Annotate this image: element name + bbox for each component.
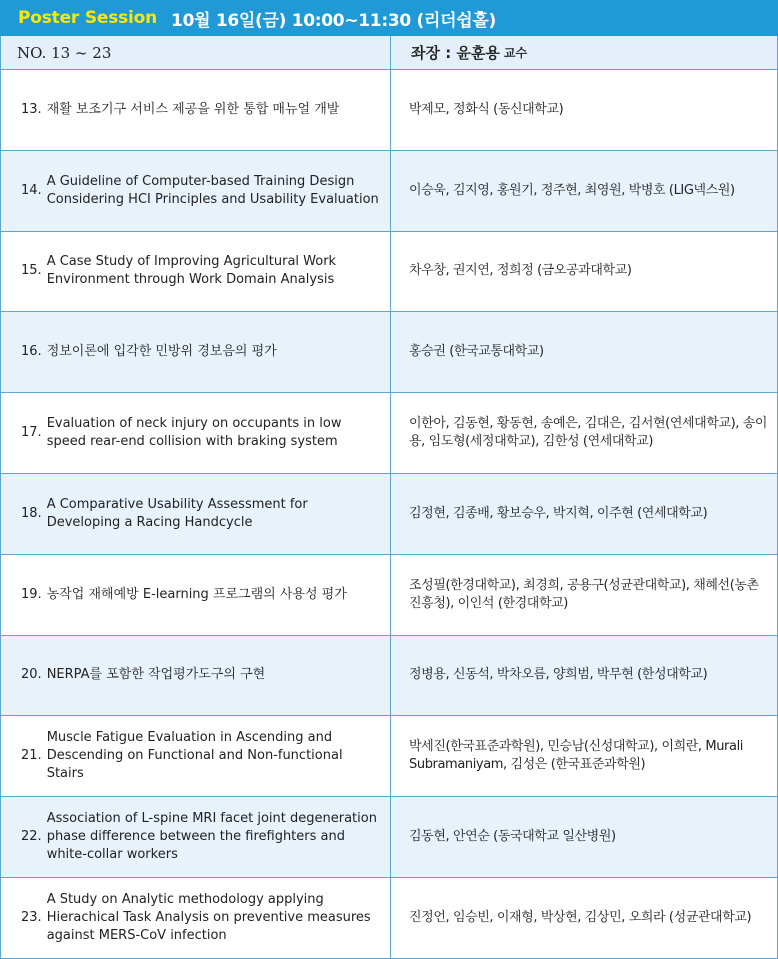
table-row	[1, 151, 777, 232]
paper-authors: 박세진(한국표준과학원), 민승남(신성대학교), 이희란, Murali Subramaniyam, 김성은 (한국표준과학원)	[409, 739, 743, 773]
paper-title: Association of L-spine MRI facet joint degeneration phase difference between the firefighters and white-collar workers	[46, 811, 377, 863]
paper-number: 18.	[21, 505, 42, 521]
paper-title: A Study on Analytic methodology applying Hierachical Task Analysis on preventive measures against MERS-CoV infection	[46, 891, 371, 943]
table-header	[1, 36, 777, 70]
paper-title: A Case Study of Improving Agricultural Work Environment through Work Domain Analysis	[46, 254, 337, 288]
paper-authors: 차우창, 권지연, 정희정 (금오공과대학교)	[409, 263, 632, 279]
table-row	[1, 232, 777, 313]
paper-number: 20.	[21, 667, 42, 683]
paper-title: A Comparative Usability Assessment for Developing a Racing Handcycle	[46, 496, 308, 530]
session-label: Poster Session	[18, 8, 158, 28]
table-row	[1, 878, 777, 959]
paper-title: NERPA를 포함한 작업평가도구의 구현	[46, 667, 266, 683]
paper-authors: 김정현, 김종배, 황보승우, 박지혁, 이주현 (연세대학교)	[409, 505, 708, 521]
table-row	[1, 555, 777, 636]
paper-number: 21.	[21, 748, 42, 764]
table-row	[1, 393, 777, 474]
table-row	[1, 312, 777, 393]
number-range-header: NO. 13 ~ 23	[1, 36, 391, 69]
table-row	[1, 70, 777, 151]
paper-cell	[1, 474, 391, 554]
session-datetime-venue: 10월 16일(금) 10:00~11:30 (리더쉽홀)	[171, 10, 496, 31]
paper-title: 농작업 재해예방 E-learning 프로그램의 사용성 평가	[46, 586, 347, 602]
paper-title: Muscle Fatigue Evaluation in Ascending and Descending on Functional and Non-functional Stairs	[46, 730, 343, 782]
paper-cell	[1, 393, 391, 473]
session-header	[0, 0, 778, 36]
table-body	[1, 70, 777, 959]
paper-authors: 조성필(한경대학교), 최경희, 공용구(성균관대학교), 채혜선(농촌진흥청), 이인석 (한경대학교)	[409, 577, 759, 611]
paper-authors: 김동현, 안연순 (동국대학교 일산병원)	[409, 829, 616, 845]
paper-cell	[1, 312, 391, 392]
paper-cell	[1, 797, 391, 877]
paper-cell	[1, 232, 391, 312]
paper-authors: 박제모, 정화식 (동신대학교)	[409, 101, 564, 117]
table-row	[1, 474, 777, 555]
paper-authors: 이승욱, 김지영, 홍원기, 정주현, 최영원, 박병호 (LIG넥스원)	[409, 182, 735, 198]
paper-number: 16.	[21, 344, 42, 360]
chair-name: 좌장 : 윤훈용	[411, 44, 500, 62]
paper-authors: 진정언, 임승빈, 이재형, 박상현, 김상민, 오희라 (성균관대학교)	[409, 909, 752, 925]
paper-number: 15.	[21, 263, 42, 279]
paper-number: 23.	[21, 909, 42, 925]
paper-cell	[1, 151, 391, 231]
chair-title: 교수	[503, 46, 528, 60]
paper-cell	[1, 70, 391, 150]
paper-number: 19.	[21, 586, 42, 602]
paper-number: 17.	[21, 425, 42, 441]
paper-title: 재활 보조기구 서비스 제공을 위한 통합 매뉴얼 개발	[46, 101, 340, 117]
poster-table	[0, 36, 778, 959]
paper-authors: 정병용, 신동석, 박차오름, 양희범, 박무현 (한성대학교)	[409, 667, 708, 683]
table-row	[1, 636, 777, 717]
paper-cell	[1, 636, 391, 716]
paper-title: 정보이론에 입각한 민방위 경보음의 평가	[46, 344, 277, 360]
paper-number: 14.	[21, 182, 42, 198]
paper-title: A Guideline of Computer-based Training Design Considering HCI Principles and Usability Evaluation	[46, 173, 379, 207]
paper-number: 13.	[21, 101, 42, 117]
paper-cell	[1, 555, 391, 635]
paper-authors: 이한아, 김동현, 황동현, 송예은, 김대은, 김서현(연세대학교), 송이용, 임도형(세정대학교), 김한성 (연세대학교)	[409, 416, 768, 450]
paper-authors: 홍승권 (한국교통대학교)	[409, 344, 544, 360]
paper-number: 22.	[21, 829, 42, 845]
paper-title: Evaluation of neck injury on occupants in low speed rear-end collision with braking system	[46, 416, 342, 450]
paper-cell	[1, 716, 391, 796]
chair-header	[391, 36, 777, 69]
table-row	[1, 797, 777, 878]
table-row	[1, 716, 777, 797]
paper-cell	[1, 878, 391, 958]
